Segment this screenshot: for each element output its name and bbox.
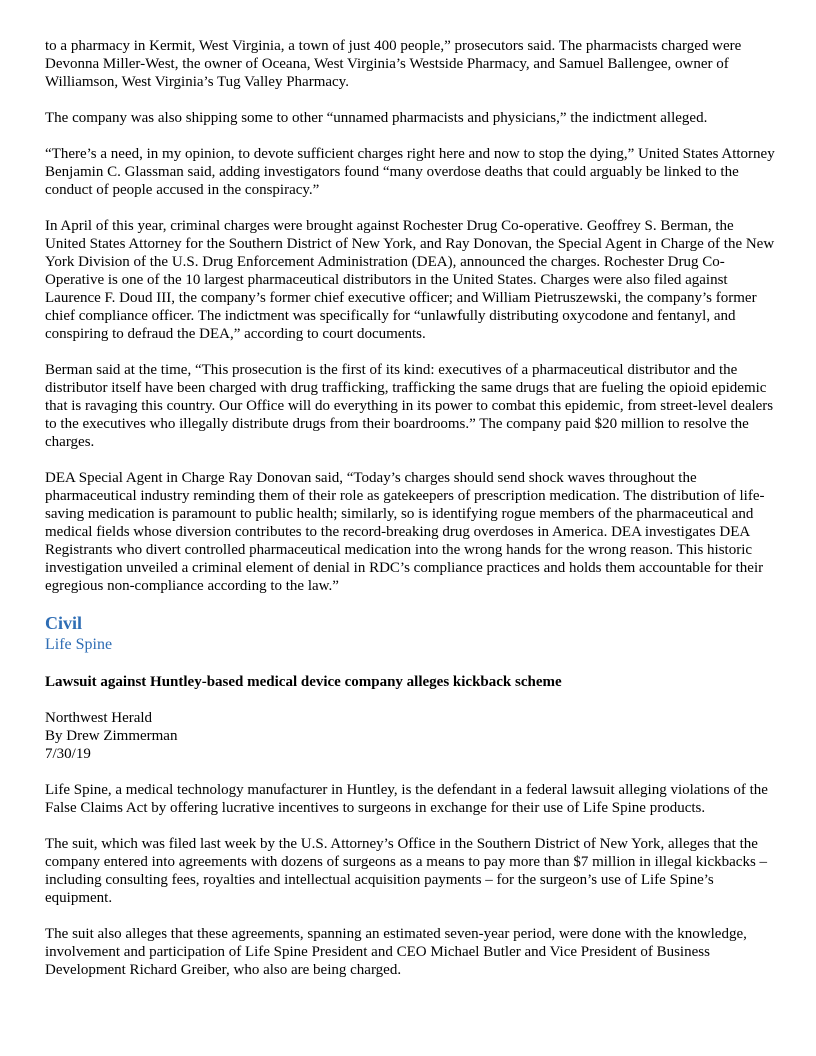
article-source: Northwest Herald (45, 710, 153, 726)
article-title: Lawsuit against Huntley-based medical device company alleges kickback scheme (45, 674, 562, 690)
paragraph: Berman said at the time, “This prosecution is the first of its kind: executives of a pharmaceutical distributor and the distributor itself have been charged with drug trafficking, trafficking the same drugs that are fueling the opioid epidemic that is ravaging this country. Our Office will do everything in its power to combat this epidemic, from street-level dealers to the executives who illegally distribute drugs from their boardrooms.” The company paid $20 million to resolve the charges. (45, 362, 774, 450)
paragraph: The company was also shipping some to other “unnamed pharmacists and physicians,” the indictment alleged. (45, 110, 708, 126)
section-subheading: Life Spine (45, 636, 113, 653)
article-meta (45, 709, 775, 763)
paragraph: In April of this year, criminal charges were brought against Rochester Drug Co-operative. Geoffrey S. Berman, the United States Attorney for the Southern District of New York, and Ray Donovan, the Special Agent in Charge of the New York Division of the U.S. Drug Enforcement Administration (DEA), announced the charges. Rochester Drug Co-Operative is one of the 10 largest pharmaceutical distributors in the United States. Charges were also filed against Laurence F. Doud III, the company’s former chief executive officer; and William Pietruszewski, the company’s former chief compliance officer. The indictment was specifically for “unlawfully distributing oxycodone and fentanyl, and conspiring to defraud the DEA,” according to court documents. (45, 218, 775, 342)
section-heading: Civil (45, 613, 83, 633)
paragraph: The suit also alleges that these agreements, spanning an estimated seven-year period, were done with the knowledge, involvement and participation of Life Spine President and CEO Michael Butler and Vice President of Business Development Richard Greiber, who also are being charged. (45, 926, 747, 978)
paragraph: Life Spine, a medical technology manufacturer in Huntley, is the defendant in a federal lawsuit alleging violations of the False Claims Act by offering lucrative incentives to surgeons in exchange for their use of Life Spine products. (45, 782, 768, 816)
paragraph: “There’s a need, in my opinion, to devote sufficient charges right here and now to stop the dying,” United States Attorney Benjamin C. Glassman said, adding investigators found “many overdose deaths that could arguably be linked to the conduct of people accused in the conspiracy.” (45, 146, 775, 198)
article-byline: By Drew Zimmerman (45, 728, 178, 744)
document-page (45, 37, 775, 997)
article-date: 7/30/19 (45, 746, 91, 762)
paragraph: The suit, which was filed last week by the U.S. Attorney’s Office in the Southern District of New York, alleges that the company entered into agreements with dozens of surgeons as a means to pay more than $7 million in illegal kickbacks – including consulting fees, royalties and intellectual acquisition payments – for the surgeon’s use of Life Spine’s equipment. (45, 836, 768, 906)
paragraph: DEA Special Agent in Charge Ray Donovan said, “Today’s charges should send shock waves throughout the pharmaceutical industry reminding them of their role as gatekeepers of prescription medication. The distribution of life-saving medication is paramount to public health; similarly, so is identifying rogue members of the pharmaceutical and medical fields whose diversion contributes to the record-breaking drug overdoses in America. DEA investigates DEA Registrants who divert controlled pharmaceutical medication into the wrong hands for the wrong reason. This historic investigation unveiled a criminal element of denial in RDC’s compliance practices and holds them accountable for their egregious non-compliance according to the law.” (45, 470, 765, 594)
paragraph: to a pharmacy in Kermit, West Virginia, a town of just 400 people,” prosecutors said. The pharmacists charged were Devonna Miller-West, the owner of Oceana, West Virginia’s Westside Pharmacy, and Samuel Ballengee, owner of Williamson, West Virginia’s Tug Valley Pharmacy. (45, 38, 742, 90)
